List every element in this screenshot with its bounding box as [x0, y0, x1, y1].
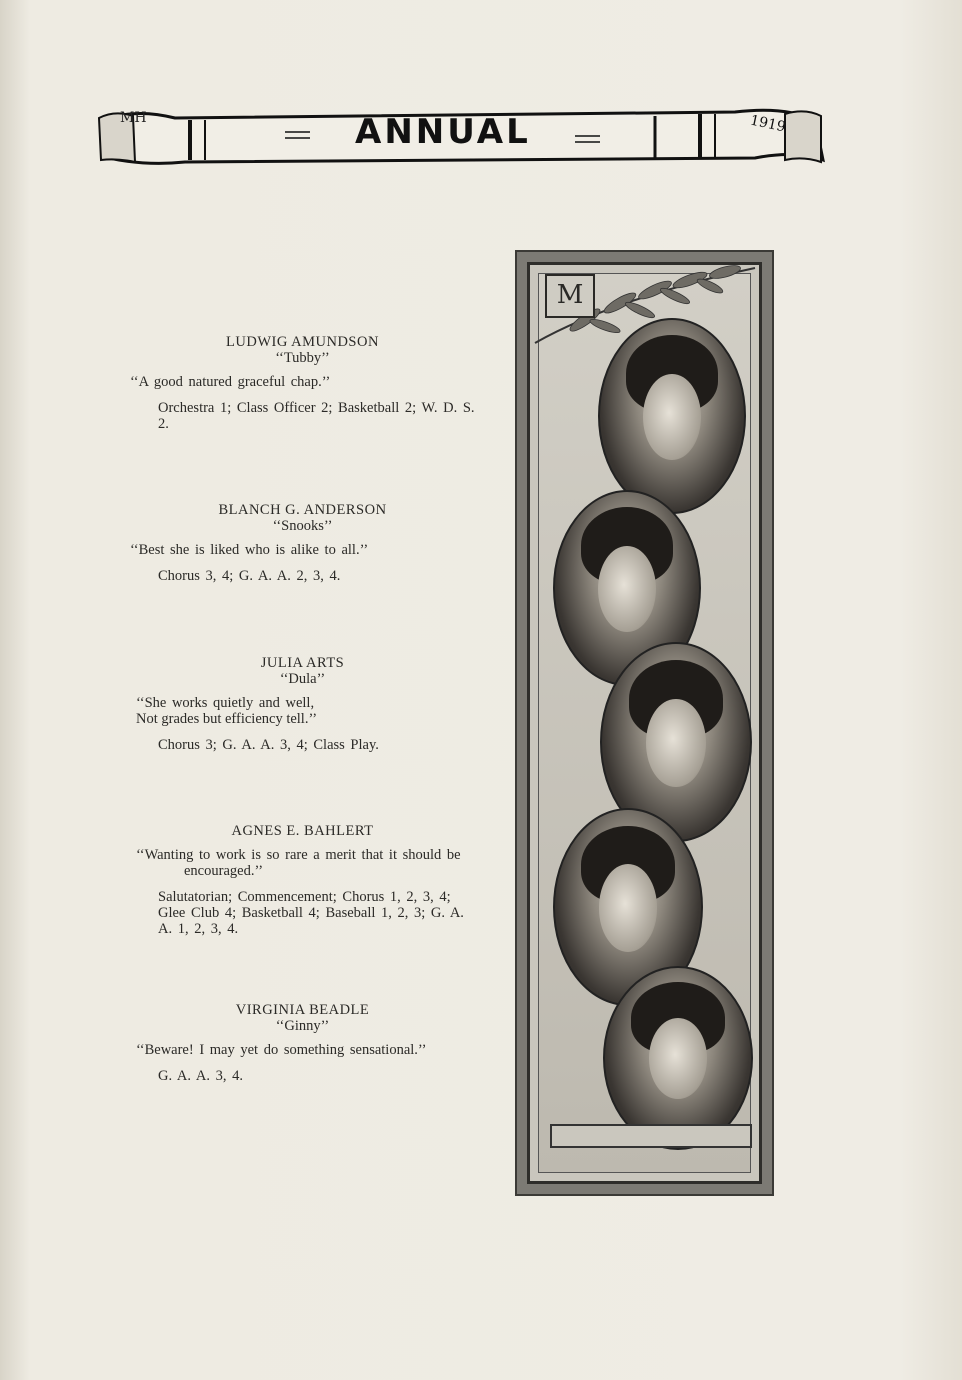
student-nickname: ‘‘Tubby’’ [275, 350, 330, 366]
student-quote: ‘‘Wanting to work is so rare a merit that it should be encouraged.’’ [136, 847, 461, 879]
student-activities: Orchestra 1; Class Officer 2; Basketball 2; W. D. S. 2. [158, 400, 475, 432]
student-nickname: ‘‘Dula’’ [279, 671, 326, 687]
student-activities: Chorus 3; G. A. A. 3, 4; Class Play. [158, 737, 379, 753]
panel-nameplate [550, 1124, 752, 1148]
banner-year: 1919 [748, 112, 787, 136]
banner-monogram: MH [120, 110, 147, 126]
panel-monogram: M [545, 274, 595, 318]
banner-title: ANNUAL [355, 112, 531, 152]
student-name: VIRGINIA BEADLE [235, 1002, 370, 1018]
student-entry-arts [130, 655, 475, 753]
student-activities: Salutatorian; Commencement; Chorus 1, 2, 3, 4; Glee Club 4; Basketball 4; Baseball 1, 2, 3; G. A. A. 1, 2, 3, 4. [158, 889, 464, 937]
student-entry-bahlert [130, 823, 475, 937]
student-quote-line-2: Not grades but efficiency tell.’’ [136, 711, 318, 727]
student-entry-beadle [130, 1002, 475, 1084]
student-quote: ‘‘Beware! I may yet do something sensational.’’ [136, 1042, 427, 1058]
student-name: LUDWIG AMUNDSON [226, 334, 379, 350]
student-name: BLANCH G. ANDERSON [218, 502, 387, 518]
student-entry-amundson [130, 334, 475, 432]
portrait-amundson [598, 318, 746, 514]
student-name: AGNES E. BAHLERT [231, 823, 374, 839]
student-name: JULIA ARTS [260, 655, 345, 671]
student-quote-line-1: ‘‘She works quietly and well, [136, 695, 315, 711]
student-quote: ‘‘Best she is liked who is alike to all.’’ [130, 542, 369, 558]
student-entry-anderson [130, 502, 475, 584]
student-activities: Chorus 3, 4; G. A. A. 2, 3, 4. [158, 568, 341, 584]
student-nickname: ‘‘Snooks’’ [272, 518, 333, 534]
student-activities: G. A. A. 3, 4. [158, 1068, 243, 1084]
student-nickname: ‘‘Ginny’’ [275, 1018, 330, 1034]
student-quote: ‘‘A good natured graceful chap.’’ [130, 374, 331, 390]
portrait-beadle [603, 966, 753, 1150]
